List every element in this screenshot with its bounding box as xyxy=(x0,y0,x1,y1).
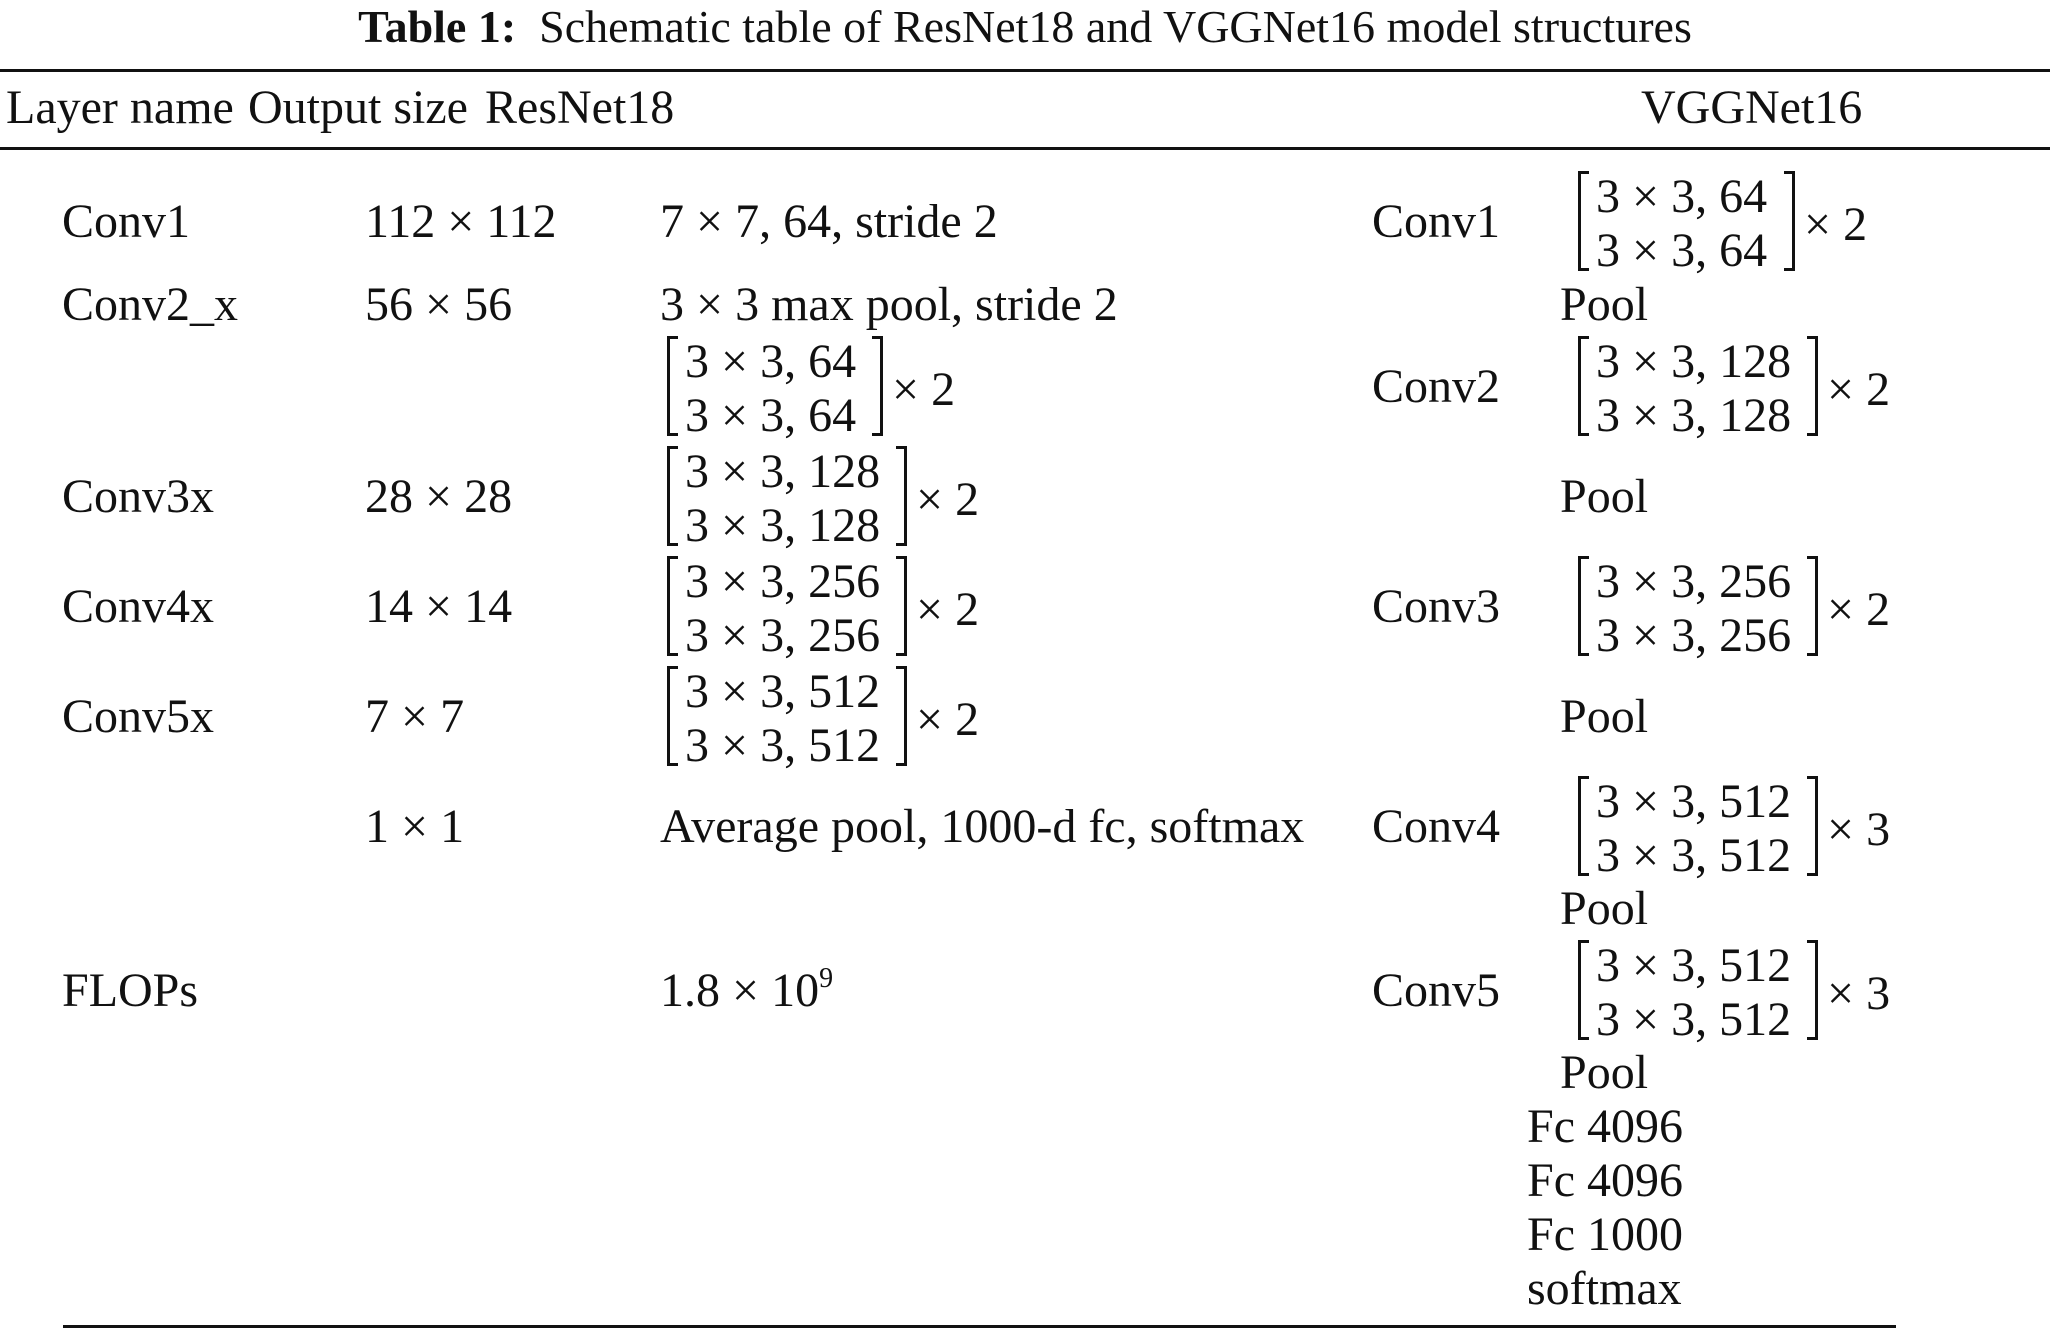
left-bracket xyxy=(667,666,678,766)
repeat-multiplier: × 2 xyxy=(1827,363,1891,416)
header-rule xyxy=(0,147,2050,150)
repeat-multiplier: × 2 xyxy=(916,583,980,636)
left-bracket xyxy=(1578,336,1589,436)
matrix-row: 3 × 3, 128 xyxy=(685,445,881,498)
matrix-row: 3 × 3, 256 xyxy=(685,555,881,608)
vgg-label-conv1: Conv1 xyxy=(1372,195,1501,248)
vgg-label-conv3: Conv3 xyxy=(1372,580,1501,633)
header-output-size: Output size xyxy=(248,81,468,134)
right-bracket xyxy=(896,446,907,546)
layer-name-conv4x: Conv4x xyxy=(62,580,215,633)
vgg-pool-3: Pool xyxy=(1560,690,1649,743)
vgg-label-conv4: Conv4 xyxy=(1372,800,1501,853)
output-size-conv3x: 28 × 28 xyxy=(365,470,513,523)
right-bracket xyxy=(896,666,907,766)
right-bracket xyxy=(896,556,907,656)
right-bracket xyxy=(1807,776,1818,876)
right-bracket xyxy=(1807,336,1818,436)
right-bracket xyxy=(1807,940,1818,1040)
matrix-row: 3 × 3, 64 xyxy=(685,389,857,442)
repeat-multiplier: × 2 xyxy=(1827,583,1891,636)
left-bracket xyxy=(667,336,678,436)
layer-name-conv2x: Conv2_x xyxy=(62,278,239,331)
header-layer-name: Layer name xyxy=(6,81,234,134)
flops-base: 1.8 × 10 xyxy=(660,964,820,1017)
vgg-fc-4096-b: Fc 4096 xyxy=(1527,1154,1683,1207)
top-rule xyxy=(0,69,2050,72)
left-bracket xyxy=(667,446,678,546)
header-resnet18: ResNet18 xyxy=(485,81,675,134)
matrix-row: 3 × 3, 128 xyxy=(685,499,881,552)
repeat-multiplier: × 2 xyxy=(892,363,956,416)
matrix-row: 3 × 3, 64 xyxy=(1596,224,1768,277)
right-bracket xyxy=(872,336,883,436)
layer-name-conv1: Conv1 xyxy=(62,195,191,248)
layer-name-flops: FLOPs xyxy=(62,964,199,1017)
matrix-row: 3 × 3, 512 xyxy=(685,665,881,718)
matrix-row: 3 × 3, 512 xyxy=(1596,939,1792,992)
matrix-row: 3 × 3, 128 xyxy=(1596,335,1792,388)
repeat-multiplier: × 3 xyxy=(1827,803,1891,856)
vgg-fc-1000: Fc 1000 xyxy=(1527,1208,1683,1261)
resnet-avgpool-spec: Average pool, 1000-d fc, softmax xyxy=(660,800,1305,853)
resnet-flops-value xyxy=(660,963,834,1017)
bottom-rule xyxy=(63,1325,1896,1328)
vgg-pool-1: Pool xyxy=(1560,278,1649,331)
matrix-row: 3 × 3, 64 xyxy=(685,335,857,388)
vgg-fc-4096-a: Fc 4096 xyxy=(1527,1100,1683,1153)
matrix-row: 3 × 3, 512 xyxy=(1596,829,1792,882)
left-bracket xyxy=(1578,776,1589,876)
left-bracket xyxy=(1578,940,1589,1040)
repeat-multiplier: × 2 xyxy=(916,473,980,526)
repeat-multiplier: × 2 xyxy=(916,693,980,746)
matrix-row: 3 × 3, 512 xyxy=(1596,993,1792,1046)
vgg-pool-5: Pool xyxy=(1560,1046,1649,1099)
left-bracket xyxy=(667,556,678,656)
layer-name-conv5x: Conv5x xyxy=(62,690,215,743)
matrix-row: 3 × 3, 128 xyxy=(1596,389,1792,442)
right-bracket xyxy=(1807,556,1818,656)
flops-exponent: 9 xyxy=(819,963,834,994)
left-bracket xyxy=(1578,556,1589,656)
repeat-multiplier: × 2 xyxy=(1804,198,1868,251)
header-vggnet16: VGGNet16 xyxy=(1641,81,1863,134)
vgg-label-conv5: Conv5 xyxy=(1372,964,1501,1017)
resnet-conv1-spec: 7 × 7, 64, stride 2 xyxy=(660,195,998,248)
matrix-row: 3 × 3, 512 xyxy=(1596,775,1792,828)
table-caption-label: Table 1: xyxy=(358,1,517,52)
matrix-row: 3 × 3, 512 xyxy=(685,719,881,772)
matrix-row: 3 × 3, 256 xyxy=(1596,555,1792,608)
right-bracket xyxy=(1784,171,1795,271)
resnet-maxpool-spec: 3 × 3 max pool, stride 2 xyxy=(660,278,1118,331)
output-size-conv5x: 7 × 7 xyxy=(365,690,465,743)
table-caption xyxy=(0,1,2050,52)
layer-name-conv3x: Conv3x xyxy=(62,470,215,523)
matrix-row: 3 × 3, 256 xyxy=(1596,609,1792,662)
output-size-avgpool: 1 × 1 xyxy=(365,800,465,853)
output-size-conv2x: 56 × 56 xyxy=(365,278,513,331)
output-size-conv4x: 14 × 14 xyxy=(365,580,513,633)
vgg-pool-4: Pool xyxy=(1560,882,1649,935)
output-size-conv1: 112 × 112 xyxy=(365,195,557,248)
repeat-multiplier: × 3 xyxy=(1827,967,1891,1020)
vgg-label-conv2: Conv2 xyxy=(1372,360,1501,413)
matrix-row: 3 × 3, 64 xyxy=(1596,170,1768,223)
table-caption-text: Schematic table of ResNet18 and VGGNet16 model structures xyxy=(539,1,1692,52)
left-bracket xyxy=(1578,171,1589,271)
vgg-pool-2: Pool xyxy=(1560,470,1649,523)
matrix-row: 3 × 3, 256 xyxy=(685,609,881,662)
vgg-softmax: softmax xyxy=(1527,1262,1682,1315)
